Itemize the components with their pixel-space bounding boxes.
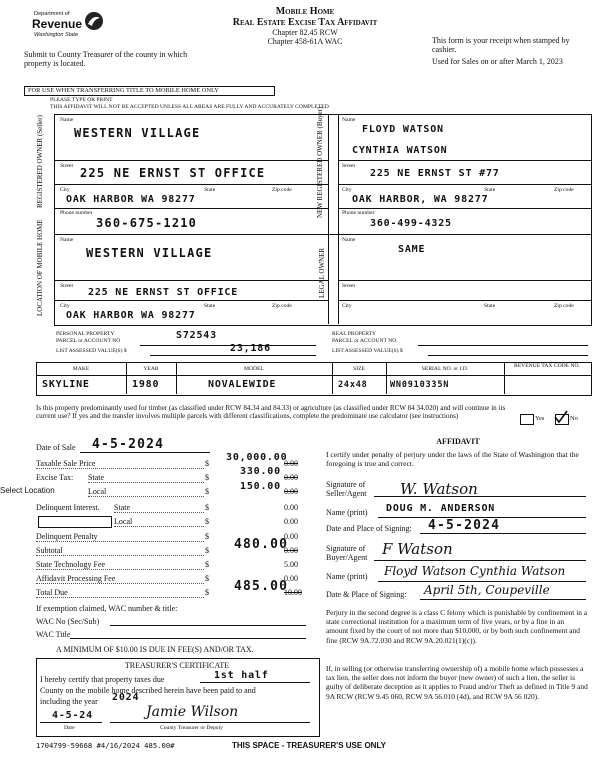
pp-parcel-no[interactable]: S72543 [176, 330, 217, 341]
perjury-text [326, 608, 588, 645]
date-place-label: Date and Place of Signing: [326, 524, 412, 533]
affidavit-fee-val: 0.00 [284, 574, 298, 583]
seller-signature[interactable]: W. Watson [400, 480, 478, 498]
subtotal-label: Subtotal [36, 546, 204, 556]
th-model: MODEL [244, 366, 264, 372]
form-title: Mobile Home [275, 6, 335, 17]
seller-state-label: State [204, 187, 216, 193]
total-due[interactable]: 485.00 [234, 579, 289, 594]
treasurer-title: TREASURER'S CERTIFICATE [124, 661, 230, 670]
use-banner: FOR USE WHEN TRANSFERRING TITLE TO MOBILE HOME ONLY [24, 86, 275, 96]
no-label: No [570, 415, 578, 422]
taxable-price-label: Taxable Sale Price [36, 459, 204, 469]
seller-name-label: Name [60, 117, 74, 123]
buyer-city[interactable]: OAK HARBOR, WA 98277 [352, 194, 489, 205]
dept-state: Washington State [34, 32, 79, 38]
minimum-note: A MINIMUM OF $10.00 IS DUE IN FEE(S) AND/OR TAX. [56, 645, 254, 654]
chapter-rcw: Chapter 82.45 RCW [272, 28, 338, 37]
delinq-interest-state-val: 0.00 [284, 503, 298, 512]
buyer-name-2[interactable]: CYNTHIA WATSON [352, 145, 448, 156]
no-check-mark-icon [553, 410, 569, 424]
rp-label-b: PARCEL or ACCOUNT NO. [332, 338, 398, 344]
td-serial[interactable]: WN0910335N [390, 380, 450, 390]
legal-city-label: City [342, 303, 352, 309]
seller-street[interactable]: 225 NE ERNST ST OFFICE [80, 166, 266, 180]
buyer-street-label: Street [342, 163, 356, 169]
receipt-note: This form is your receipt when stamped by cashier. [432, 36, 570, 54]
delinq-local-val: 0.00 [284, 517, 298, 526]
excise-local[interactable]: 150.00 [240, 481, 281, 492]
th-serial: SERIAL NO. or I.D. [421, 366, 469, 372]
dept-line1: Department of [34, 11, 70, 17]
timber-question: Is this property predominantly used for timber (as classified under RCW 84.34 and 84.33) or agriculture (as classified under RCW 84 34.020) and will continue in its current use? If yes and the transfer involves multiple parcels with different classifications, complete the predominate use calculator (see instructions) [36, 404, 506, 421]
pp-assessed-value[interactable]: 23,186 [230, 343, 271, 354]
th-revenue-code: REVENUE TAX CODE NO. [514, 363, 580, 369]
th-size: SIZE [353, 366, 365, 372]
buyer-phone-label: Phone number [342, 210, 375, 216]
seller-side-label: REGISTERED OWNER (Seller) [36, 115, 44, 208]
date-of-sale-label: Date of Sale [36, 443, 76, 452]
treasurer-line3: including the year [40, 697, 98, 706]
seller-name-print[interactable]: DOUG M. ANDERSON [386, 503, 496, 514]
buyer-city-label: City [342, 187, 352, 193]
location-side-label: LOCATION OF MOBILE HOME [36, 219, 44, 316]
location-name-label: Name [60, 237, 74, 243]
treasurer-deputy-label: County Treasurer or Deputy [160, 725, 223, 731]
td-size[interactable]: 24x48 [338, 380, 368, 390]
legal-zip-label: Zip code [554, 303, 574, 309]
treasurer-line1: I hereby certify that property taxes due [40, 675, 165, 684]
total-due-label: Total Due [36, 588, 204, 598]
delinq-local-input[interactable] [38, 516, 112, 528]
buyer-sign-date[interactable]: April 5th, Coupeville [424, 583, 550, 597]
location-city[interactable]: OAK HARBOR WA 98277 [66, 310, 196, 321]
exemption-label: If exemption claimed, WAC number & title: [36, 604, 178, 613]
treasurer-half[interactable]: 1st half [214, 670, 269, 681]
buyer-name-label: Name [342, 117, 356, 123]
yes-checkbox[interactable] [520, 414, 534, 425]
location-street-label: Street [60, 283, 74, 289]
excise-local-label: Local [88, 487, 204, 497]
treasurer-signature: Jamie Wilson [146, 704, 239, 720]
buyer-signature[interactable]: F Watson [382, 540, 453, 558]
chapter-wac: Chapter 458-61A WAC [267, 37, 343, 46]
legal-name-label: Name [342, 237, 356, 243]
td-make[interactable]: SKYLINE [42, 379, 90, 390]
buyer-name-print[interactable]: Floyd Watson Cynthia Watson [384, 564, 566, 578]
seller-phone[interactable]: 360-675-1210 [96, 216, 198, 230]
excise-label: Excise Tax: [36, 473, 74, 482]
buyer-state-label: State [484, 187, 496, 193]
seller-phone-label: Phone number [60, 210, 93, 216]
delinq-penalty-val: 0.00 [284, 532, 298, 541]
total-printed: 10.00 [284, 588, 302, 597]
legal-name[interactable]: SAME [398, 244, 426, 255]
seller-name[interactable]: WESTERN VILLAGE [74, 126, 201, 140]
delinq-penalty-label: Delinquent Penalty [36, 532, 204, 542]
seller-street-label: Street [60, 163, 74, 169]
delinq-interest-state-label: State [114, 503, 204, 513]
seller-sign-date[interactable]: 4-5-2024 [428, 518, 501, 533]
subtotal[interactable]: 480.00 [234, 537, 289, 552]
legal-state-label: State [484, 303, 496, 309]
wac-no-label: WAC No (Sec/Sub) [36, 617, 100, 626]
print-note: PLEASE TYPE OR PRINT [50, 97, 113, 103]
th-make: MAKE [72, 366, 90, 372]
pp-label-c: LIST ASSESSED VALUE(S) $ [56, 348, 127, 354]
buyer-side-label: NEW REGISTERED OWNER (Buyer) [316, 106, 324, 218]
sales-note: Used for Sales on or after March 1, 2023 [432, 57, 563, 66]
tech-fee-label: State Technology Fee [36, 560, 204, 570]
footer-label: THIS SPACE - TREASURER'S USE ONLY [232, 741, 386, 750]
submit-note: Submit to County Treasurer of the county in which property is located. [24, 50, 188, 68]
buyer-date-label: Date & Place of Signing: [326, 590, 407, 599]
excise-state[interactable]: 330.00 [240, 466, 281, 477]
td-model[interactable]: NOVALEWIDE [208, 379, 277, 390]
location-state-label: State [204, 303, 216, 309]
buyer-sig-label: Signature of Buyer/Agent [326, 544, 368, 562]
buyer-street[interactable]: 225 NE ERNST ST #77 [370, 168, 500, 179]
taxable-price[interactable]: 30,000.00 [226, 452, 288, 463]
legal-street-label: Street [342, 283, 356, 289]
location-name[interactable]: WESTERN VILLAGE [86, 246, 213, 260]
dept-brand: Revenue [32, 17, 83, 31]
location-zip-label: Zip code [272, 303, 292, 309]
seller-zip-label: Zip code [272, 187, 292, 193]
delinq-interest-label: Delinquent Interest. [36, 503, 100, 512]
pp-label-b: PARCEL or ACCOUNT NO [56, 338, 121, 344]
taxable-printed: 0.00 [284, 459, 298, 468]
pp-label-a: PERSONAL PROPERTY [56, 331, 115, 337]
location-street[interactable]: 225 NE ERNST ST OFFICE [88, 287, 239, 298]
rp-label-a: REAL PROPERTY [332, 331, 377, 337]
buyer-zip-label: Zip code [554, 187, 574, 193]
treasurer-date-label: Date [64, 725, 75, 731]
delinq-local-label: Local [114, 517, 204, 527]
tech-fee-val: 5.00 [284, 560, 298, 569]
seller-sig-label: Signature of Seller/Agent [326, 480, 367, 498]
footer-stamp: 1704799-59668 #4/16/2024 485.00# [36, 741, 175, 750]
yes-label: Yes [535, 415, 545, 422]
buyer-name-print-label: Name (print) [326, 572, 368, 581]
th-year: YEAR [143, 366, 159, 372]
treasurer-year[interactable]: 2024 [112, 692, 140, 703]
legal-side-label: LEGAL OWNER [318, 247, 326, 298]
perjury-body: Perjury in the second degree is a class C felony which is punishable by confinement in a state correctional institution for a maximum term of five years, or by a fine in an amount fixed by the court of not more than $10,000, or by both such confinement and fine (RCW 9A.72.030 and RCW 9A.20.021(1)(c)). [326, 608, 588, 645]
seller-city[interactable]: OAK HARBOR WA 98277 [66, 194, 196, 205]
location-city-label: City [60, 303, 70, 309]
wac-title-label: WAC Title [36, 630, 71, 639]
buyer-phone[interactable]: 360-499-4325 [370, 218, 452, 229]
affidavit-title: AFFIDAVIT [436, 437, 480, 446]
subtotal-printed: 0.00 [284, 546, 298, 555]
td-year[interactable]: 1980 [132, 379, 160, 390]
affidavit-fee-label: Affidavit Processing Fee [36, 574, 204, 584]
date-of-sale[interactable]: 4-5-2024 [92, 437, 165, 452]
buyer-name-1[interactable]: FLOYD WATSON [362, 124, 444, 135]
excise-state-label: State [88, 473, 204, 483]
seller-city-label: City [60, 187, 70, 193]
wa-logo-icon [84, 10, 104, 32]
rp-label-c: LIST ASSESSED VALUE(S) $ [332, 348, 403, 354]
treasurer-date[interactable]: 4-5-24 [52, 710, 93, 721]
affidavit-certify: I certify under penalty of perjury under the laws of the State of Washington that the foregoing is true and correct. [326, 450, 579, 468]
form-subtitle: Real Estate Excise Tax Affidavit [232, 17, 378, 28]
transfer-text: If, in selling (or otherwise transferring ownership of) a mobile home which possesses a tax lien, the seller does not inform the buyer (new owner) of such a lien, the seller is guilty of deliberate deception as it applies to Fraud and/or Theft as defined in Title 9 and 9A RCW (RCW 9.45 060, RCW 9A 56.010 (4d), and RCW 9A 56 020). [326, 664, 588, 701]
seller-name-print-label: Name (print) [326, 508, 368, 517]
treasurer-line2: County on the mobile home described herein have been paid to and [40, 686, 256, 695]
revenue-logo [28, 8, 108, 42]
accept-note: THIS AFFIDAVIT WILL NOT BE ACCEPTED UNLESS ALL AREAS ARE FULLY AND ACCURATELY COMPLETED [50, 104, 329, 110]
select-location[interactable]: Select Location [0, 486, 55, 495]
excise-state-printed: 0.00 [284, 473, 298, 482]
excise-local-printed: 0.00 [284, 487, 298, 496]
